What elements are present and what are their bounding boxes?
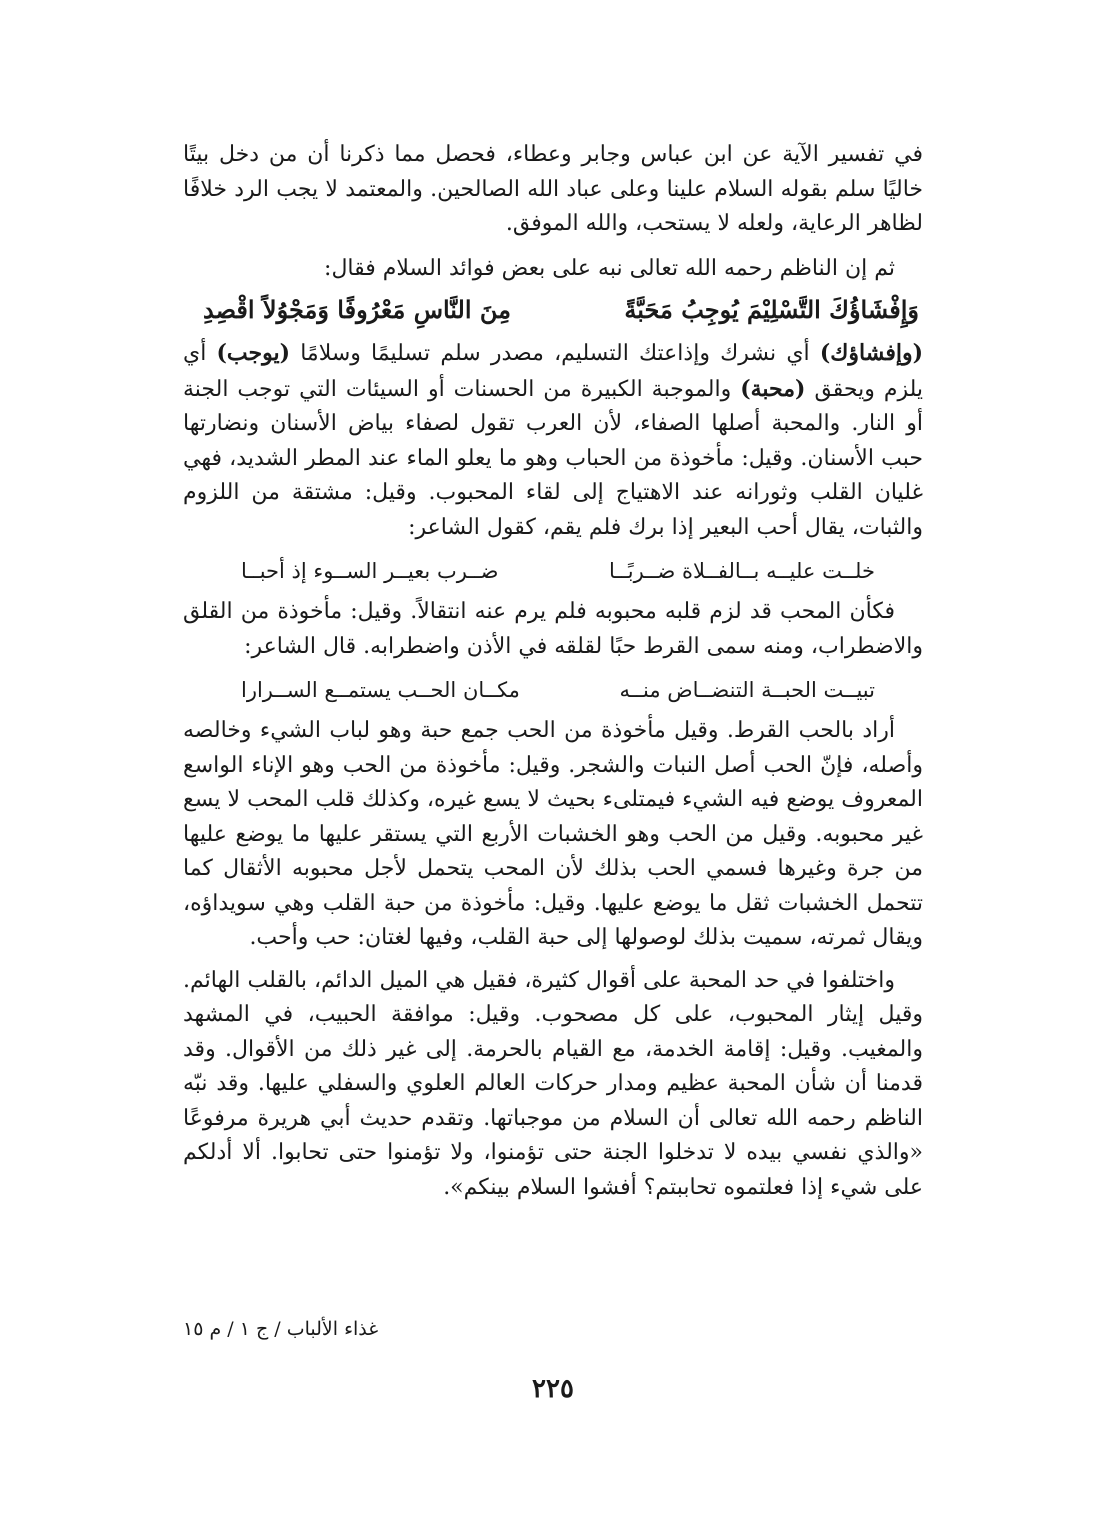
verse-1-left-hemistich: مِنَ النَّاسِ مَعْرُوفًا وَمَجْوُلاً اقْصِدِ bbox=[203, 295, 512, 324]
page-body bbox=[183, 138, 923, 1205]
paragraph-3-text-1: أي نشرك وإذاعتك التسليم، مصدر سلم تسليمًا وسلامًا bbox=[290, 341, 820, 366]
verse-3-left-hemistich: مكــان الحــب يستمــع الســرارا bbox=[241, 678, 520, 702]
verse-1-right-hemistich: وَإِفْشَاؤُكَ التَّسْلِيْمَ يُوجِبُ مَحَبَّةً bbox=[624, 295, 919, 324]
verse-2-right-hemistich: خلــت عليــه بــالفــلاة ضــربًــا bbox=[609, 559, 875, 583]
paragraph-6: واختلفوا في حد المحبة على أقوال كثيرة، فقيل هي الميل الدائم، بالقلب الهائم. وقيل إيثار المحبوب، على كل مصحوب. وقيل: موافقة الحبيب، في المشهد والمغيب. وقيل: إقامة الخدمة، مع القيام بالحرمة. إلى غير ذلك من الأقوال. وقد قدمنا أن شأن المحبة عظيم ومدار حركات العالم العلوي والسفلي عليها. وقد نبّه الناظم رحمه الله تعالى أن السلام من موجباتها. وتقدم حديث أبي هريرة مرفوعًا «والذي نفسي بيده لا تدخلوا الجنة حتى تؤمنوا، ولا تؤمنوا حتى تحابوا. ألا أدلكم على شيء إذا فعلتموه تحاببتم؟ أفشوا السلام بينكم». bbox=[183, 967, 923, 1200]
verse-3 bbox=[241, 670, 875, 710]
keyword-ifshauk: (وإفشاؤك) bbox=[819, 340, 923, 366]
paragraph-1: في تفسير الآية عن ابن عباس وجابر وعطاء، فحصل مما ذكرنا أن من دخل بيتًا خاليًا سلم بقوله السلام علينا وعلى عباد الله الصالحين. والمعتمد لا يجب الرد خلافًا لظاهر الرعاية، ولعله لا يستحب، والله الموفق. bbox=[183, 142, 923, 236]
paragraph-5: أراد بالحب القرط. وقيل مأخوذة من الحب جمع حبة وهو لباب الشيء وخالصه وأصله، فإنّ الحب أصل النبات والشجر. وقيل: مأخوذة من الحب وهو الإناء الواسع المعروف يوضع فيه الشيء فيمتلىء بحيث لا يسع غيره، وكذلك قلب المحب لا يسع غير محبوبه. وقيل من الحب وهو الخشبات الأربع التي يستقر عليها ما يوضع عليها من جرة وغيرها فسمي الحب بذلك لأن المحب يتحمل لأجل محبوبه الأثقال كما تتحمل الخشبات ثقل ما يوضع عليها. وقيل: مأخوذة من حبة القلب وهي سويداؤه، ويقال ثمرته، سميت بذلك لوصولها إلى حبة القلب، وفيها لغتان: حب وأحب. bbox=[183, 718, 923, 950]
verse-2 bbox=[241, 551, 875, 591]
paragraph-2: ثم إن الناظم رحمه الله تعالى نبه على بعض فوائد السلام فقال: bbox=[324, 255, 895, 281]
paragraph-3 bbox=[183, 336, 923, 545]
paragraph-3-text-3: والموجبة الكبيرة من الحسنات أو السيئات التي توجب الجنة أو النار. والمحبة أصلها الصفاء، لأن العرب تقول لصفاء بياض الأسنان ونضارتها حبب الأسنان. وقيل: مأخوذة من الحباب وهو ما يعلو الماء عند المطر الشديد، فهي غليان القلب وثورانه عند الاهتياج إلى لقاء المحبوب. وقيل: مشتقة من اللزوم والثبات، يقال أحب البعير إذا برك فلم يقم، كقول الشاعر: bbox=[183, 376, 923, 540]
keyword-mahabba: (محبة) bbox=[740, 375, 806, 402]
verse-3-right-hemistich: تبيــت الحبــة التنضــاض منــه bbox=[619, 678, 875, 702]
paragraph-3-text-2: أي يلزم ويحقق bbox=[183, 341, 923, 402]
verse-2-left-hemistich: ضــرب بعيــر الســوء إذ أحبــا bbox=[241, 559, 499, 583]
page-number: ٢٢٥ bbox=[532, 1374, 574, 1404]
verse-1 bbox=[203, 290, 919, 330]
keyword-yujib: (يوجب) bbox=[216, 340, 291, 366]
volume-signature: غذاء الألباب / ج ١ / م ١٥ bbox=[183, 1318, 379, 1340]
paragraph-4: فكأن المحب قد لزم قلبه محبوبه فلم يرم عنه انتقالاً. وقيل: مأخوذة من القلق والاضطراب، ومنه سمى القرط حبًا لقلقه في الأذن واضطرابه. قال الشاعر: bbox=[183, 599, 923, 659]
